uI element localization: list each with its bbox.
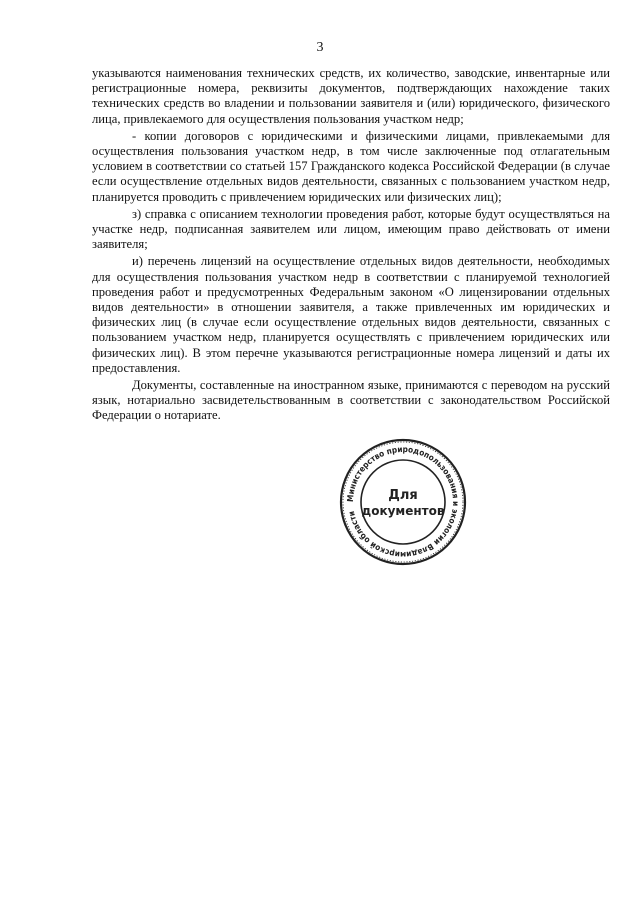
stamp-ring-text: Министерство природопользования и экологии Владимирской области (344, 443, 462, 561)
page-number: 3 (316, 40, 324, 55)
paragraph-licenses-list: и) перечень лицензий на осуществление отдельных видов деятельности, необходимых для осуществления пользования участком недр в соответствии с планируемой технологией проведения работ и предусмотренных Федеральным законом «О лицензировании отдельных видов деятельности» в отношении заявителя, а также привлеченных им юридических и физических лиц (в случае если осуществление отдельных видов деятельности, связанных с пользованием участком недр, планируется осуществлять с привлечением юридических или физических лиц). В этом перечне указываются регистрационные номера лицензий и даты их предоставления. (92, 254, 610, 375)
stamp-line-2: документов (361, 504, 445, 518)
paragraph-technology-reference: з) справка с описанием технологии проведения работ, которые будут осуществляться на участке недр, подписанная заявителем или лицом, имеющим право действовать от имени заявителя; (92, 206, 610, 252)
document-body (92, 66, 610, 424)
paragraph-technical-means: указываются наименования технических средств, их количество, заводские, инвентарные или регистрационные номера, реквизиты документов, подтверждающих нахождение таких технических средств во владении и пользовании заявителя и (или) юридического, физического лица, привлекаемого для осуществления пользования участком недр; (92, 66, 610, 126)
paragraph-foreign-documents: Документы, составленные на иностранном языке, принимаются с переводом на русский язык, нотариально засвидетельствованным в соответствии с законодательством Российской Федерации о нотариате. (92, 378, 610, 423)
official-stamp (338, 437, 468, 567)
stamp-line-1: Для (388, 488, 418, 503)
stamp-graphic (338, 437, 468, 567)
paragraph-contracts: - копии договоров с юридическими и физическими лицами, привлекаемыми для осуществления пользования участком недр, в том числе заключенные под отлагательным условием в соответствии со статьей 157 Гражданского кодекса Российской Федерации (в случае если осуществление отдельных видов деятельности, связанных с пользованием участком недр, планируется проводить с привлечением юридических или физических лиц); (92, 128, 610, 204)
